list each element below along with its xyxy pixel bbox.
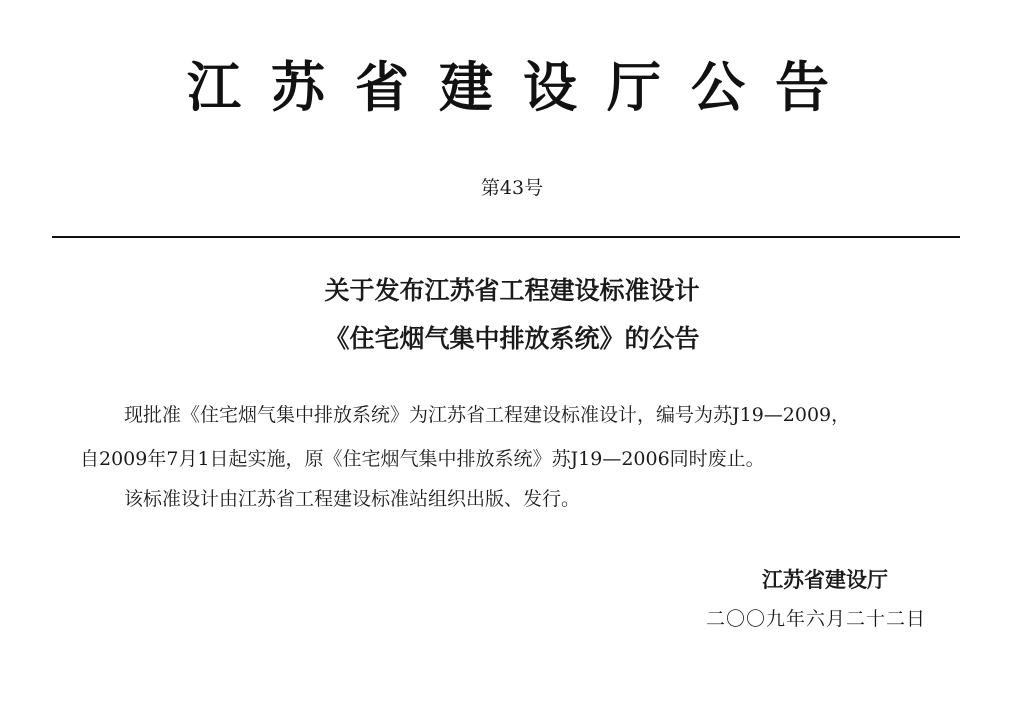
- body-paragraph-1-continued: 自2009年7月1日起实施，原《住宅烟气集中排放系统》苏J19—2006同时废止。: [80, 448, 765, 470]
- document-number: 第43号: [480, 177, 544, 199]
- subtitle-line-1: 关于发布江苏省工程建设标准设计: [324, 276, 700, 305]
- issuing-authority: 江苏省建设厅: [762, 568, 888, 592]
- header-divider: [52, 236, 960, 238]
- issue-date: 二〇〇九年六月二十二日: [706, 608, 927, 630]
- page-title: 江苏省建设厅公告: [187, 55, 859, 119]
- body-paragraph-2: 该标准设计由江苏省工程建设标准站组织出版、发行。: [124, 488, 581, 510]
- subtitle-line-2: 《住宅烟气集中排放系统》的公告: [324, 324, 700, 353]
- body-paragraph-1: 现批准《住宅烟气集中排放系统》为江苏省工程建设标准设计，编号为苏J19—2009，: [124, 404, 851, 426]
